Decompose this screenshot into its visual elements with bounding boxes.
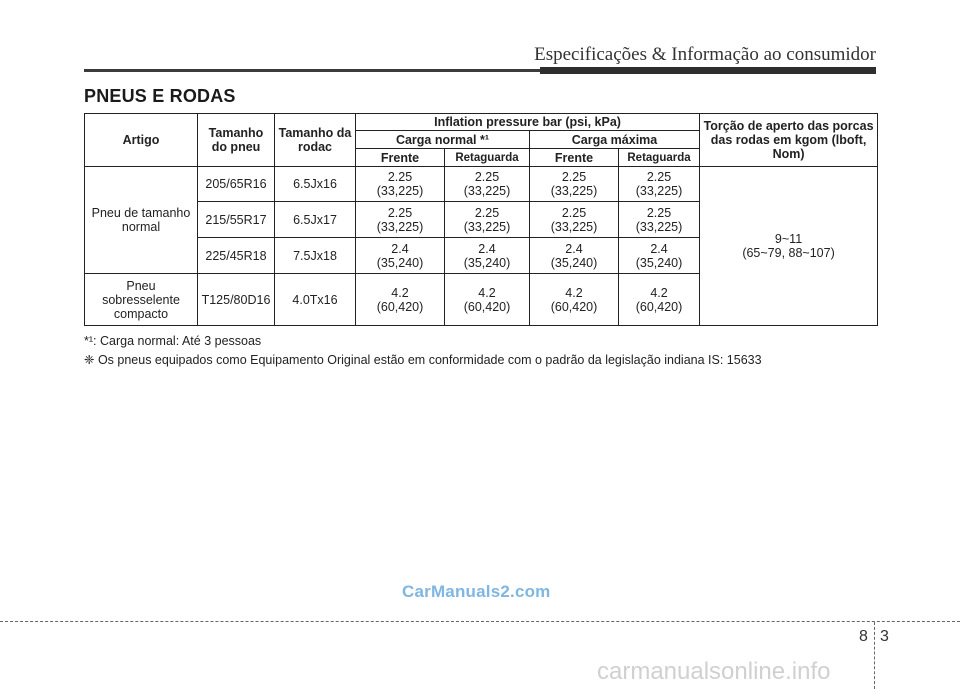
header-max-front: Frente — [530, 149, 619, 167]
header-artigo: Artigo — [85, 114, 198, 167]
page-number-separator — [874, 622, 875, 689]
cell-wheel: 7.5Jx18 — [275, 238, 356, 274]
footnote-normal-load: *¹: Carga normal: Até 3 pessoas — [84, 334, 262, 348]
header-tire-size: Tamanho do pneu — [198, 114, 275, 167]
cell-max-front: 4.2 (60,420) — [530, 274, 619, 326]
cell-normal-rear: 2.4 (35,240) — [445, 238, 530, 274]
cell-tire: T125/80D16 — [198, 274, 275, 326]
cell-tire: 215/55R17 — [198, 202, 275, 238]
cell-wheel: 6.5Jx17 — [275, 202, 356, 238]
cell-normal-front: 2.4 (35,240) — [356, 238, 445, 274]
cell-max-rear: 2.4 (35,240) — [619, 238, 700, 274]
cell-torque: 9~11 (65~79, 88~107) — [700, 167, 878, 326]
page-number: 3 — [880, 628, 889, 645]
header-max-load: Carga máxima — [530, 131, 700, 149]
page-header-title: Especificações & Informação ao consumidor — [534, 44, 876, 65]
cell-wheel: 4.0Tx16 — [275, 274, 356, 326]
tire-wheel-spec-table — [84, 113, 878, 326]
cell-normal-front: 2.25 (33,225) — [356, 167, 445, 202]
header-normal-rear: Retaguarda — [445, 149, 530, 167]
header-normal-load: Carga normal *¹ — [356, 131, 530, 149]
cell-wheel: 6.5Jx16 — [275, 167, 356, 202]
header-max-rear: Retaguarda — [619, 149, 700, 167]
cell-max-rear: 2.25 (33,225) — [619, 167, 700, 202]
cell-max-rear: 4.2 (60,420) — [619, 274, 700, 326]
header-normal-front: Frente — [356, 149, 445, 167]
cell-tire: 205/65R16 — [198, 167, 275, 202]
group-compact-spare: Pneu sobresselente compacto — [85, 274, 198, 326]
cell-normal-rear: 2.25 (33,225) — [445, 202, 530, 238]
cell-max-front: 2.4 (35,240) — [530, 238, 619, 274]
cell-normal-front: 4.2 (60,420) — [356, 274, 445, 326]
header-wheel-size: Tamanho da rodac — [275, 114, 356, 167]
header-torque: Torção de aperto das porcas das rodas em kgom (lboft, Nom) — [700, 114, 878, 167]
cell-normal-rear: 4.2 (60,420) — [445, 274, 530, 326]
group-full-size: Pneu de tamanho normal — [85, 167, 198, 274]
footer-rule — [0, 621, 960, 622]
cell-max-front: 2.25 (33,225) — [530, 202, 619, 238]
table-row — [85, 167, 878, 202]
site-watermark[interactable]: carmanualsonline.info — [597, 658, 831, 685]
cell-tire: 225/45R18 — [198, 238, 275, 274]
header-rule-accent — [540, 67, 876, 74]
cell-normal-rear: 2.25 (33,225) — [445, 167, 530, 202]
footnote-standard: ❈ Os pneus equipados como Equipamento Original estão em conformidade com o padrão da legislação indiana IS: 15633 — [84, 353, 762, 367]
chapter-number: 8 — [859, 628, 868, 645]
section-title: PNEUS E RODAS — [84, 86, 236, 106]
cell-max-front: 2.25 (33,225) — [530, 167, 619, 202]
cell-normal-front: 2.25 (33,225) — [356, 202, 445, 238]
header-inflation-pressure: Inflation pressure bar (psi, kPa) — [356, 114, 700, 131]
cell-max-rear: 2.25 (33,225) — [619, 202, 700, 238]
watermark-link[interactable]: CarManuals2.com — [402, 582, 551, 601]
